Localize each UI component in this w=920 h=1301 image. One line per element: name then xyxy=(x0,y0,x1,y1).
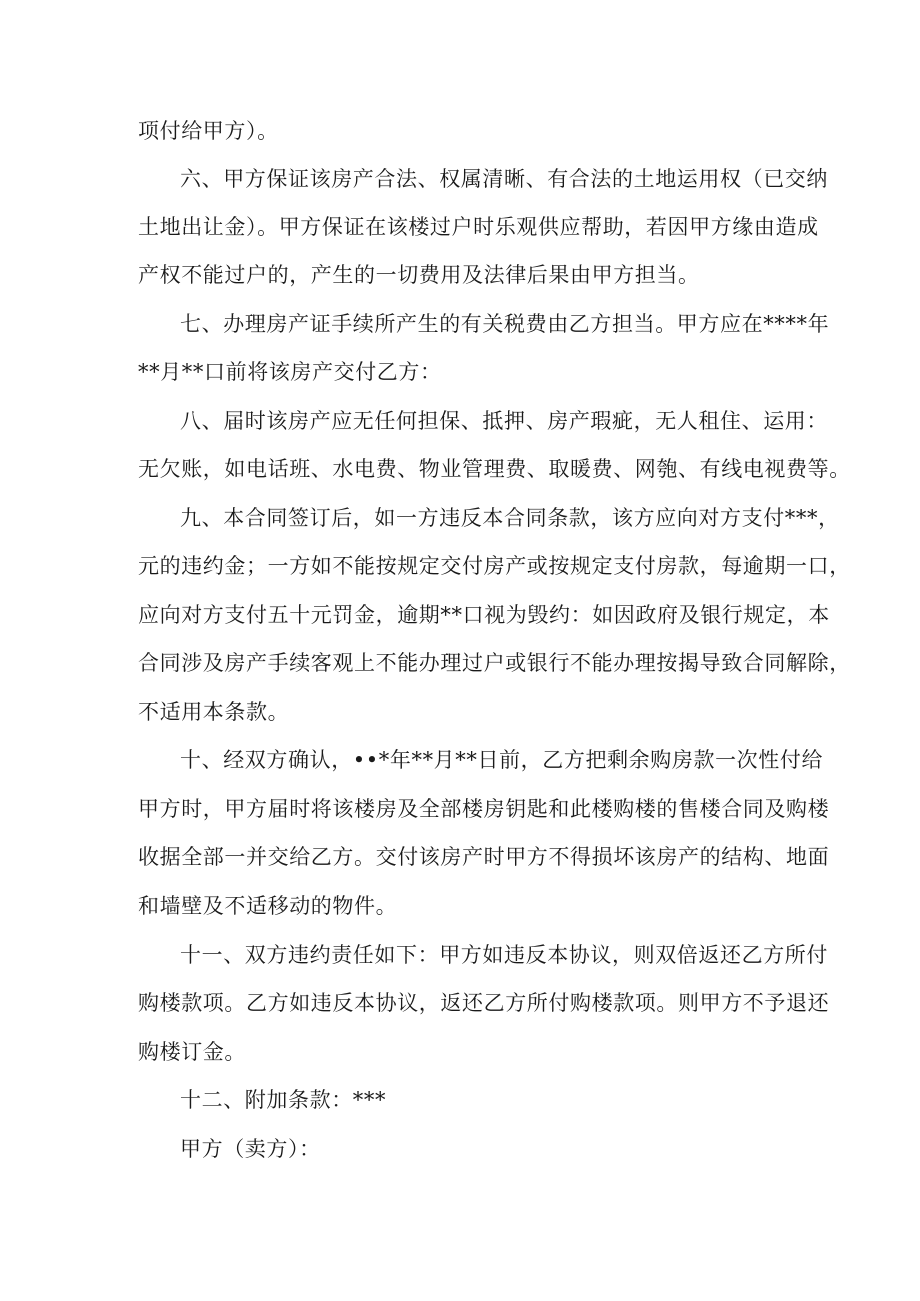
text-line: 产权不能过户的，产生的一切费用及法律后果由甲方担当。 xyxy=(138,263,700,287)
clause-11-line: 十一、双方违约责任如下：甲方如违反本协议，则双倍返还乙方所付 xyxy=(180,943,828,967)
text-line: 和墙壁及不适移动的物件。 xyxy=(138,894,398,918)
text-line: 不适用本条款。 xyxy=(138,700,290,724)
text-line: **月**口前将该房产交付乙方： xyxy=(138,360,442,384)
text-line: 土地出让金）。甲方保证在该楼过户时乐观供应帮助，若因甲方缘由造成 xyxy=(138,215,819,239)
clause-7-line: 七、办理房产证手续所产生的有关税费由乙方担当。甲方应在****年 xyxy=(180,312,830,336)
seller-signature-label: 甲方（卖方）： xyxy=(180,1137,321,1161)
text-line: 购楼订金。 xyxy=(138,1040,246,1064)
clause-6-line: 六、甲方保证该房产合法、权属清晰、有合法的土地运用权（已交纳 xyxy=(180,167,828,191)
text-line: 甲方时，甲方届时将该楼房及全部楼房钥匙和此楼购楼的售楼合同及购楼 xyxy=(138,797,830,821)
text-line: 购楼款项。乙方如违反本协议，返还乙方所付购楼款项。则甲方不予退还 xyxy=(138,991,830,1015)
text-line: 元的违约金；一方如不能按规定交付房产或按规定支付房款，每逾期一口， xyxy=(138,554,851,578)
text-line: 无欠账，如电话班、水电费、物业管理费、取暖费、网匏、有线电视费等。 xyxy=(138,457,851,481)
clause-10-line: 十、经双方确认，••*年**月**日前，乙方把剩余购房款一次性付给 xyxy=(180,748,824,772)
clause-8-line: 八、届时该房产应无任何担保、抵押、房产瑕疵，无人租住、运用： xyxy=(180,409,828,433)
clause-9-line: 九、本合同签订后，如一方违反本合同条款，该方应向对方支付***， xyxy=(180,506,840,530)
text-line: 收据全部一并交给乙方。交付该房产时甲方不得损坏该房产的结构、地面 xyxy=(138,845,830,869)
text-line: 应向对方支付五十元罚金，逾期**口视为毁约：如因政府及银行规定，本 xyxy=(138,603,830,627)
clause-12-line: 十二、附加条款：*** xyxy=(180,1088,387,1112)
text-line: 合同涉及房产手续客观上不能办理过户或银行不能办理按揭导致合同解除， xyxy=(138,651,851,675)
text-line: 项付给甲方）。 xyxy=(138,119,279,143)
